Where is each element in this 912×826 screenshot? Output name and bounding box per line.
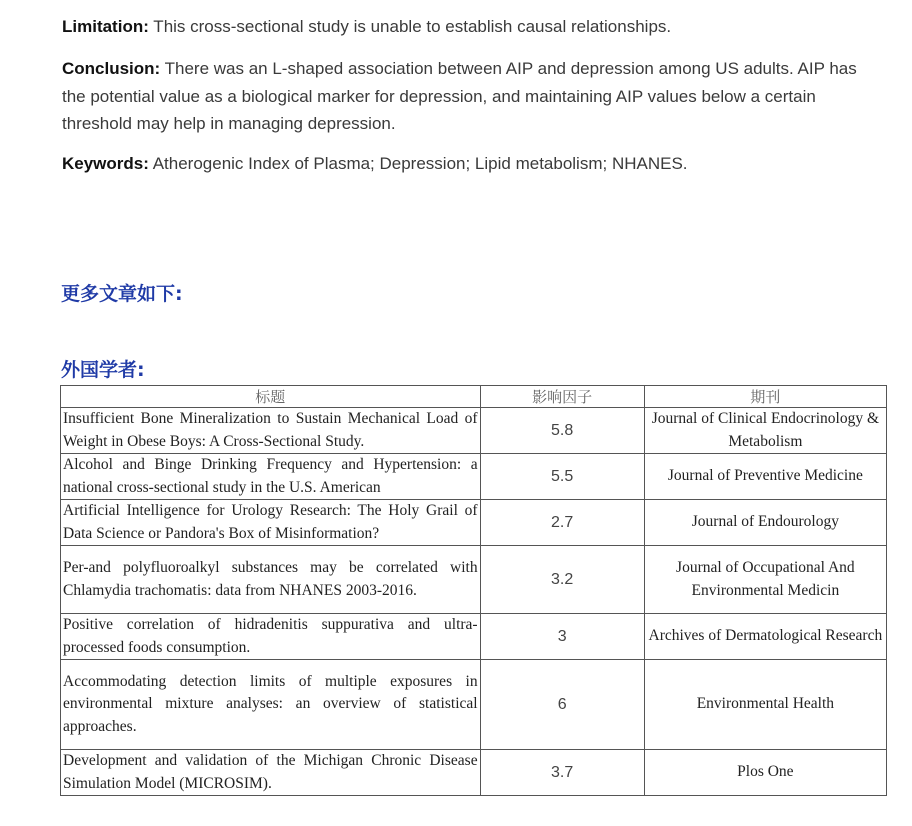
- impact-factor: 3.2: [480, 546, 644, 614]
- impact-factor: 2.7: [480, 500, 644, 546]
- article-title: Per-and polyfluoroalkyl substances may be correlated with Chlamydia trachomatis: data from NHANES 2003-2016.: [61, 546, 481, 614]
- article-title: Artificial Intelligence for Urology Research: The Holy Grail of Data Science or Pandora's Box of Misinformation?: [61, 500, 481, 546]
- table-header-row: [61, 386, 887, 408]
- table-row: [61, 614, 887, 660]
- journal-name: Journal of Clinical Endocrinology & Metabolism: [644, 408, 886, 454]
- impact-factor: 6: [480, 660, 644, 750]
- keywords-label: Keywords:: [62, 154, 149, 173]
- header-title: 标题: [61, 386, 481, 408]
- journal-name: Environmental Health: [644, 660, 886, 750]
- journal-name: Journal of Preventive Medicine: [644, 454, 886, 500]
- table-row: [61, 500, 887, 546]
- limitation-text: This cross-sectional study is unable to establish causal relationships.: [148, 17, 672, 36]
- conclusion-paragraph: [62, 55, 872, 138]
- impact-factor: 3: [480, 614, 644, 660]
- header-journal: 期刊: [644, 386, 886, 408]
- impact-factor: 5.5: [480, 454, 644, 500]
- keywords-text: Atherogenic Index of Plasma; Depression; Lipid metabolism; NHANES.: [148, 154, 688, 173]
- limitation-paragraph: [62, 13, 872, 41]
- journal-name: Journal of Occupational And Environmental Medicin: [644, 546, 886, 614]
- conclusion-text: There was an L-shaped association between AIP and depression among US adults. AIP has the potential value as a biological marker for depression, and maintaining AIP values below a certain threshold may help in managing depression.: [62, 59, 857, 133]
- limitation-label: Limitation:: [62, 17, 149, 36]
- header-impact-factor: 影响因子: [480, 386, 644, 408]
- table-row: [61, 408, 887, 454]
- table-row: [61, 750, 887, 796]
- articles-table: [60, 385, 887, 796]
- conclusion-label: Conclusion:: [62, 59, 161, 78]
- journal-name: Plos One: [644, 750, 886, 796]
- impact-factor: 3.7: [480, 750, 644, 796]
- article-title: Development and validation of the Michigan Chronic Disease Simulation Model (MICROSIM).: [61, 750, 481, 796]
- table-row: [61, 660, 887, 750]
- foreign-scholars-heading: 外国学者:: [61, 359, 145, 381]
- article-title: Alcohol and Binge Drinking Frequency and Hypertension: a national cross-sectional study in the U.S. American: [61, 454, 481, 500]
- article-title: Insufficient Bone Mineralization to Sustain Mechanical Load of Weight in Obese Boys: A Cross-Sectional Study.: [61, 408, 481, 454]
- table-row: [61, 454, 887, 500]
- article-title: Positive correlation of hidradenitis suppurativa and ultra-processed foods consumption.: [61, 614, 481, 660]
- more-articles-heading: 更多文章如下:: [61, 283, 183, 305]
- journal-name: Archives of Dermatological Research: [644, 614, 886, 660]
- impact-factor: 5.8: [480, 408, 644, 454]
- article-title: Accommodating detection limits of multiple exposures in environmental mixture analyses: an overview of statistical approaches.: [61, 660, 481, 750]
- table-row: [61, 546, 887, 614]
- journal-name: Journal of Endourology: [644, 500, 886, 546]
- keywords-paragraph: [62, 150, 872, 178]
